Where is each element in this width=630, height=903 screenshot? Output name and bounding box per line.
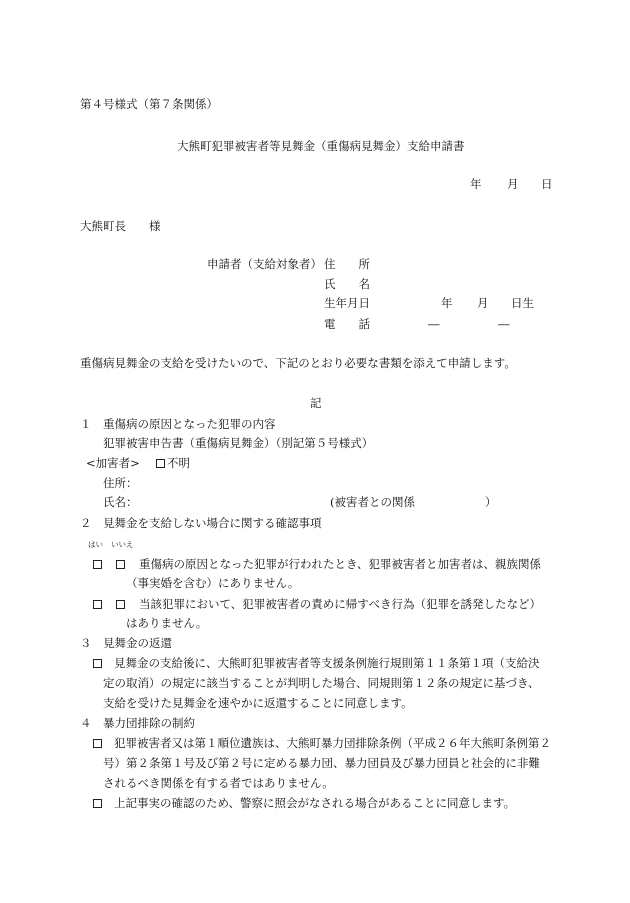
address-label: 住 所 (324, 257, 370, 271)
no-column-label: いいえ (111, 540, 134, 549)
section3-line3: 支給を受けた見舞金を速やかに返還することに同意します。 (103, 696, 413, 710)
section4-item2: 上記事実の確認のため、警察に照会がなされる場合があることに同意します。 (114, 796, 516, 810)
relation-close: ） (485, 495, 497, 509)
section2-heading: ２ 見舞金を支給しない場合に関する確認事項 (80, 516, 322, 530)
intro-text: 重傷病見舞金の支給を受けたいので、下記のとおり必要な書類を添えて申請します。 (80, 356, 516, 370)
date-day-label: 日 (541, 177, 553, 191)
refund-consent-checkbox[interactable] (93, 659, 102, 668)
section1-heading: １ 重傷病の原因となった犯罪の内容 (80, 417, 276, 431)
addressee-name: 大熊町長 (80, 219, 126, 233)
applicant-label: 申請者（支給対象者） (207, 257, 322, 271)
phone-separator-2: ― (498, 317, 510, 331)
section4-item1-line2: 号）第２条第１号及び第２号に定める暴力団、暴力団員及び暴力団員と社会的に非難 (103, 756, 540, 770)
section3-line2: 定の取消）の規定に該当することが判明した場合、同規則第１２条の規定に基づき、 (103, 676, 540, 690)
unknown-label: 不明 (167, 456, 190, 470)
relation-label: (被害者との関係 (330, 495, 415, 509)
phone-label: 電 話 (324, 317, 370, 331)
form-title: 大熊町犯罪被害者等見舞金（重傷病見舞金）支給申請書 (177, 139, 465, 153)
item2-text-line1: 当該犯罪において、犯罪被害者の責めに帰すべき行為（犯罪を誘発したなど） (139, 597, 542, 611)
phone-separator-1: ― (428, 317, 440, 331)
birth-month-label: 月 (477, 296, 489, 310)
date-month-label: 月 (507, 177, 519, 191)
ki-label: 記 (310, 396, 322, 410)
section3-line1: 見舞金の支給後に、大熊町犯罪被害者等支援条例施行規則第１１条第１項（支給決 (114, 656, 540, 670)
item2-yes-checkbox[interactable] (93, 600, 102, 609)
item1-text-line1: 重傷病の原因となった犯罪が行われたとき、犯罪被害者と加害者は、親族関係 (139, 557, 542, 571)
perpetrator-label: <加害者> (86, 456, 140, 470)
unknown-checkbox[interactable] (156, 459, 165, 468)
section4-heading: ４ 暴力団排除の制約 (80, 716, 195, 730)
item2-no-checkbox[interactable] (116, 600, 125, 609)
name-label: 氏 名 (324, 277, 370, 291)
item1-no-checkbox[interactable] (116, 560, 125, 569)
date-year-label: 年 (470, 177, 482, 191)
birth-year-label: 年 (441, 296, 453, 310)
yes-column-label: はい (88, 540, 103, 549)
item1-yes-checkbox[interactable] (93, 560, 102, 569)
birth-day-label: 日生 (511, 296, 534, 310)
perpetrator-name-label: 氏名： (103, 495, 138, 509)
form-number: 第４号様式（第７条関係） (80, 97, 218, 111)
addressee-honorific: 様 (149, 219, 161, 233)
perpetrator-address-label: 住所： (103, 476, 138, 490)
section3-heading: ３ 見舞金の返還 (80, 636, 172, 650)
section4-item1-line1: 犯罪被害者又は第１順位遺族は、大熊町暴力団排除条例（平成２６年大熊町条例第２ (114, 736, 551, 750)
section4-item1-line3: されるべき関係を有する者ではありません。 (103, 776, 334, 790)
section1-document: 犯罪被害申告書（重傷病見舞金）（別記第５号様式） (103, 436, 374, 450)
item1-text-line2: （事実婚を含む）にありません。 (126, 576, 300, 590)
birthdate-label: 生年月日 (324, 296, 370, 310)
no-gang-affiliation-checkbox[interactable] (93, 739, 102, 748)
police-inquiry-consent-checkbox[interactable] (93, 799, 102, 808)
item2-text-line2: はありません。 (126, 616, 208, 630)
